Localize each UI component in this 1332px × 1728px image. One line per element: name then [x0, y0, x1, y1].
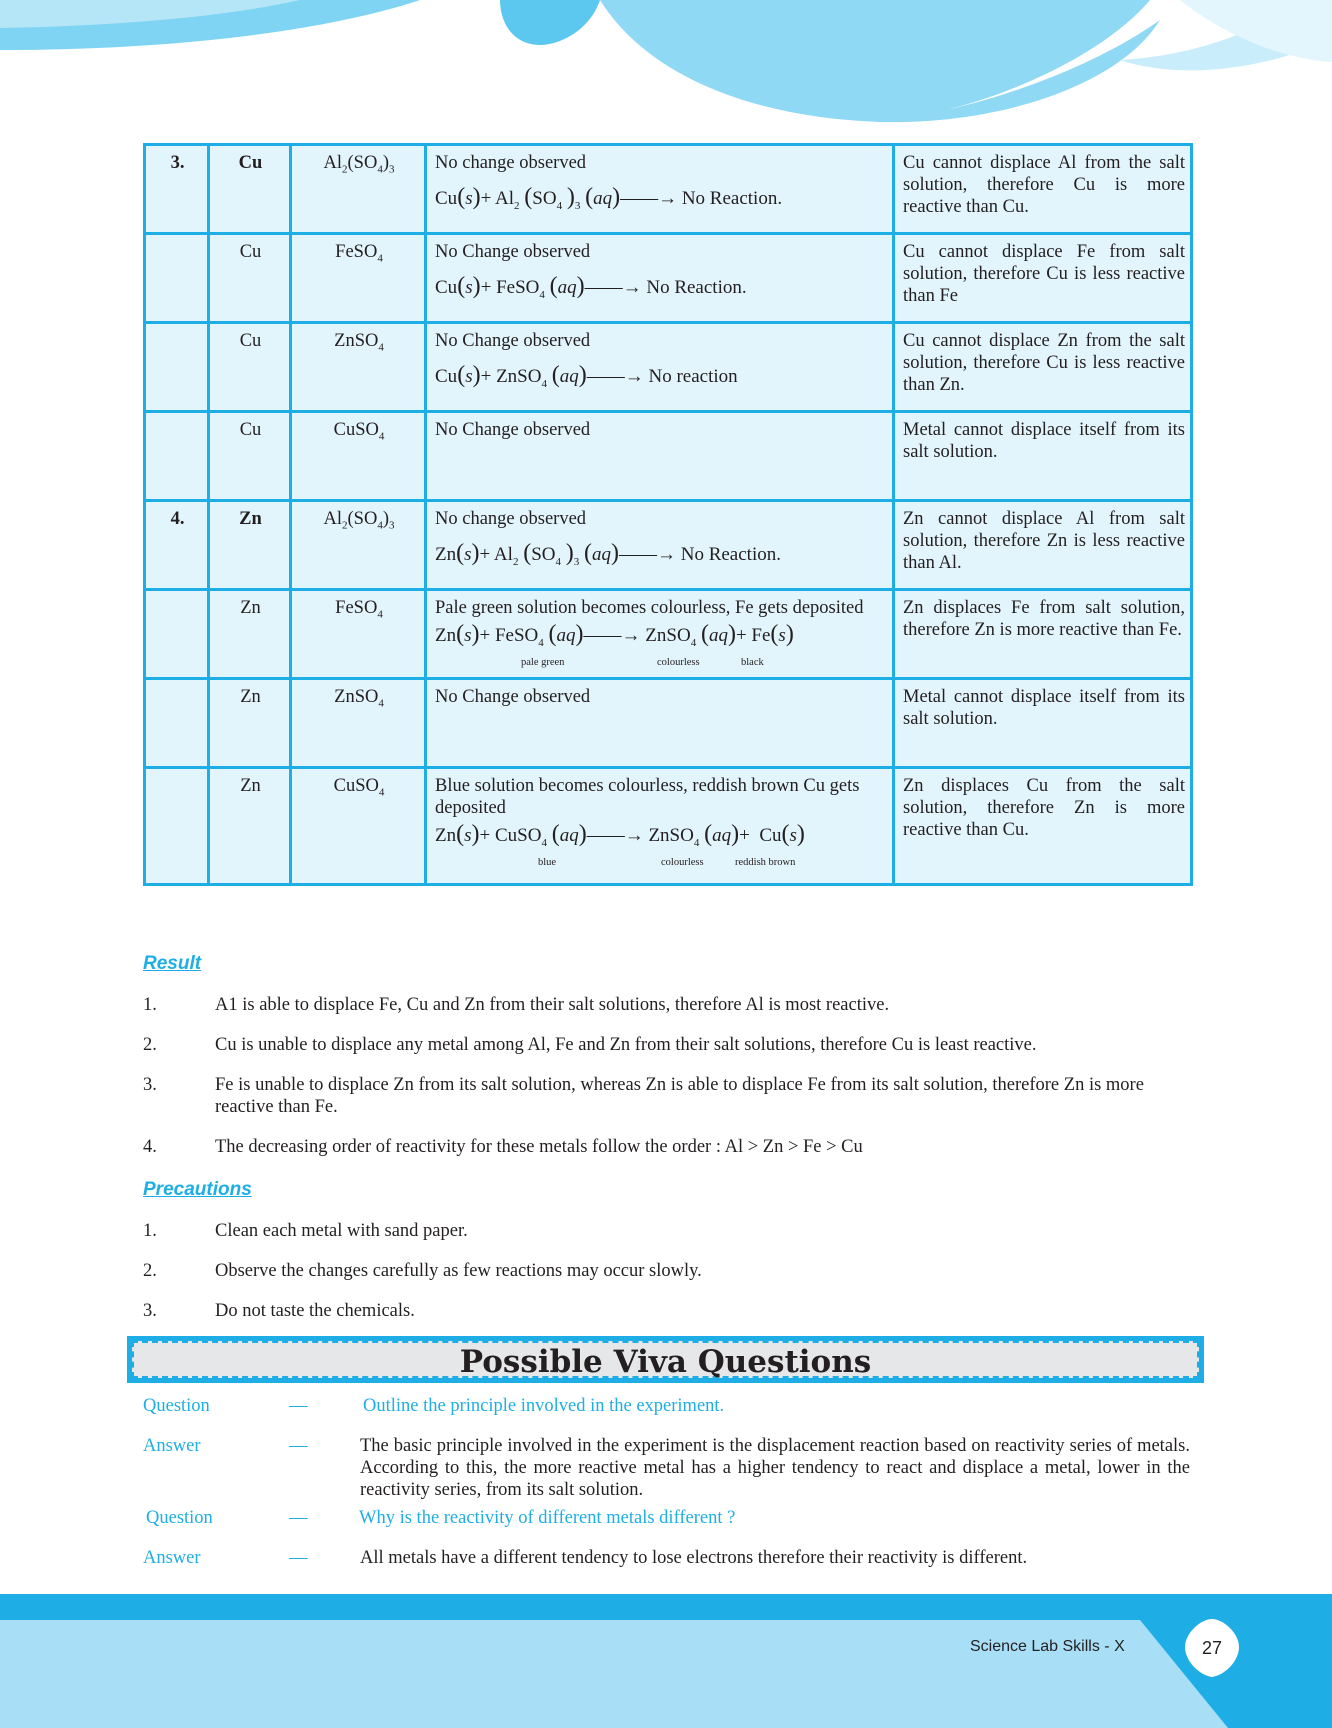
- table-row: [145, 412, 1192, 501]
- salt-cell: $Al_2(SO_4)_3$: [291, 501, 426, 590]
- reaction-equation: $Zn(s)+ Al_2$ ($SO_4$ )$_3$ (aq)——→ No Reaction.: [435, 540, 781, 568]
- conclusion-cell: Zn displaces Fe from salt solution, therefore Zn is more reactive than Fe.: [894, 590, 1192, 679]
- observation-cell: [426, 501, 894, 590]
- viva-banner: [127, 1336, 1204, 1383]
- page-number: 27: [1201, 1638, 1223, 1658]
- metal-cell: Zn: [209, 768, 291, 885]
- equation-labels: [435, 852, 886, 866]
- serial-number: 4.: [145, 501, 209, 590]
- footer-band: [0, 1594, 1332, 1728]
- observation-text: Blue solution becomes colourless, reddish brown Cu gets deposited: [435, 776, 860, 818]
- reaction-equation: Zn(s)+ CuSO$_4$ (aq)——→ ZnSO$_4$ (aq)+ Cu(s): [435, 821, 805, 849]
- salt-cell: CuSO$_4$: [291, 412, 426, 501]
- serial-number: [145, 679, 209, 768]
- metal-cell: Zn: [209, 501, 291, 590]
- salt-cell: CuSO$_4$: [291, 768, 426, 885]
- metal-cell: Zn: [209, 590, 291, 679]
- label-metal-colour: black: [741, 656, 764, 668]
- observation-text: No change observed: [435, 153, 587, 173]
- salt-cell: FeSO$_4$: [291, 234, 426, 323]
- label-reactant-colour: blue: [538, 856, 557, 868]
- metal-cell: Cu: [209, 234, 291, 323]
- conclusion-cell: Cu cannot displace Fe from salt solution, therefore Cu is less reactive than Fe: [894, 234, 1192, 323]
- observation-text: No Change observed: [435, 242, 591, 262]
- serial-number: [145, 323, 209, 412]
- reaction-equation: Zn(s)+ FeSO$_4$ (aq)——→ ZnSO$_4$ (aq)+ Fe(s): [435, 621, 794, 649]
- serial-number: 3.: [145, 145, 209, 234]
- metal-cell: Zn: [209, 679, 291, 768]
- label-reactant-colour: pale green: [521, 656, 565, 668]
- table-row: [145, 590, 1192, 679]
- conclusion-cell: Zn displaces Cu from the salt solution, therefore Zn is more reactive than Cu.: [894, 768, 1192, 885]
- label-product-colour: colourless: [657, 656, 700, 668]
- label-metal-colour: reddish brown: [735, 856, 796, 868]
- observation-cell: [426, 679, 894, 768]
- book-title: Science Lab Skills - X: [970, 1638, 1125, 1655]
- table-row: [145, 145, 1192, 234]
- table-row: [145, 679, 1192, 768]
- header-decoration: [0, 0, 1332, 140]
- conclusion-cell: Metal cannot displace itself from its salt solution.: [894, 412, 1192, 501]
- observation-text: No change observed: [435, 509, 587, 529]
- serial-number: [145, 234, 209, 323]
- metal-cell: Cu: [209, 323, 291, 412]
- observation-table: [143, 143, 1193, 886]
- observation-cell: [426, 412, 894, 501]
- result-heading: Result: [143, 953, 202, 974]
- serial-number: [145, 412, 209, 501]
- observation-cell: [426, 590, 894, 679]
- table-row: [145, 323, 1192, 412]
- observation-text: No Change observed: [435, 687, 591, 707]
- conclusion-cell: Zn cannot displace Al from salt solution, therefore Zn is less reactive than Al.: [894, 501, 1192, 590]
- viva-title: Possible Viva Questions: [459, 1344, 872, 1380]
- table-row: [145, 234, 1192, 323]
- observation-text: No Change observed: [435, 331, 591, 351]
- metal-cell: Cu: [209, 145, 291, 234]
- reaction-equation: Cu(s)+ FeSO$_4$ (aq)——→ No Reaction.: [435, 273, 747, 301]
- serial-number: [145, 768, 209, 885]
- table-row: [145, 768, 1192, 885]
- salt-cell: ZnSO$_4$: [291, 679, 426, 768]
- equation-labels: [435, 652, 886, 666]
- conclusion-cell: Cu cannot displace Al from the salt solution, therefore Cu is more reactive than Cu.: [894, 145, 1192, 234]
- observation-text: No Change observed: [435, 420, 591, 440]
- observation-cell: [426, 234, 894, 323]
- observation-cell: [426, 145, 894, 234]
- observation-cell: [426, 768, 894, 885]
- serial-number: [145, 590, 209, 679]
- observation-cell: [426, 323, 894, 412]
- precautions-heading: Precautions: [143, 1179, 252, 1200]
- observation-text: Pale green solution becomes colourless, Fe gets deposited: [435, 598, 864, 618]
- label-product-colour: colourless: [661, 856, 704, 868]
- table-row: [145, 501, 1192, 590]
- salt-cell: $Al_2(SO_4)_3$: [291, 145, 426, 234]
- conclusion-cell: Metal cannot displace itself from its salt solution.: [894, 679, 1192, 768]
- reaction-equation: $Cu(s)+ Al_2$ ($SO_4$ )$_3$ (aq)——→ No Reaction.: [435, 184, 783, 212]
- reaction-equation: Cu(s)+ ZnSO$_4$ (aq)——→ No reaction: [435, 362, 738, 390]
- metal-cell: Cu: [209, 412, 291, 501]
- salt-cell: ZnSO$_4$: [291, 323, 426, 412]
- conclusion-cell: Cu cannot displace Zn from the salt solution, therefore Cu is less reactive than Zn.: [894, 323, 1192, 412]
- salt-cell: FeSO$_4$: [291, 590, 426, 679]
